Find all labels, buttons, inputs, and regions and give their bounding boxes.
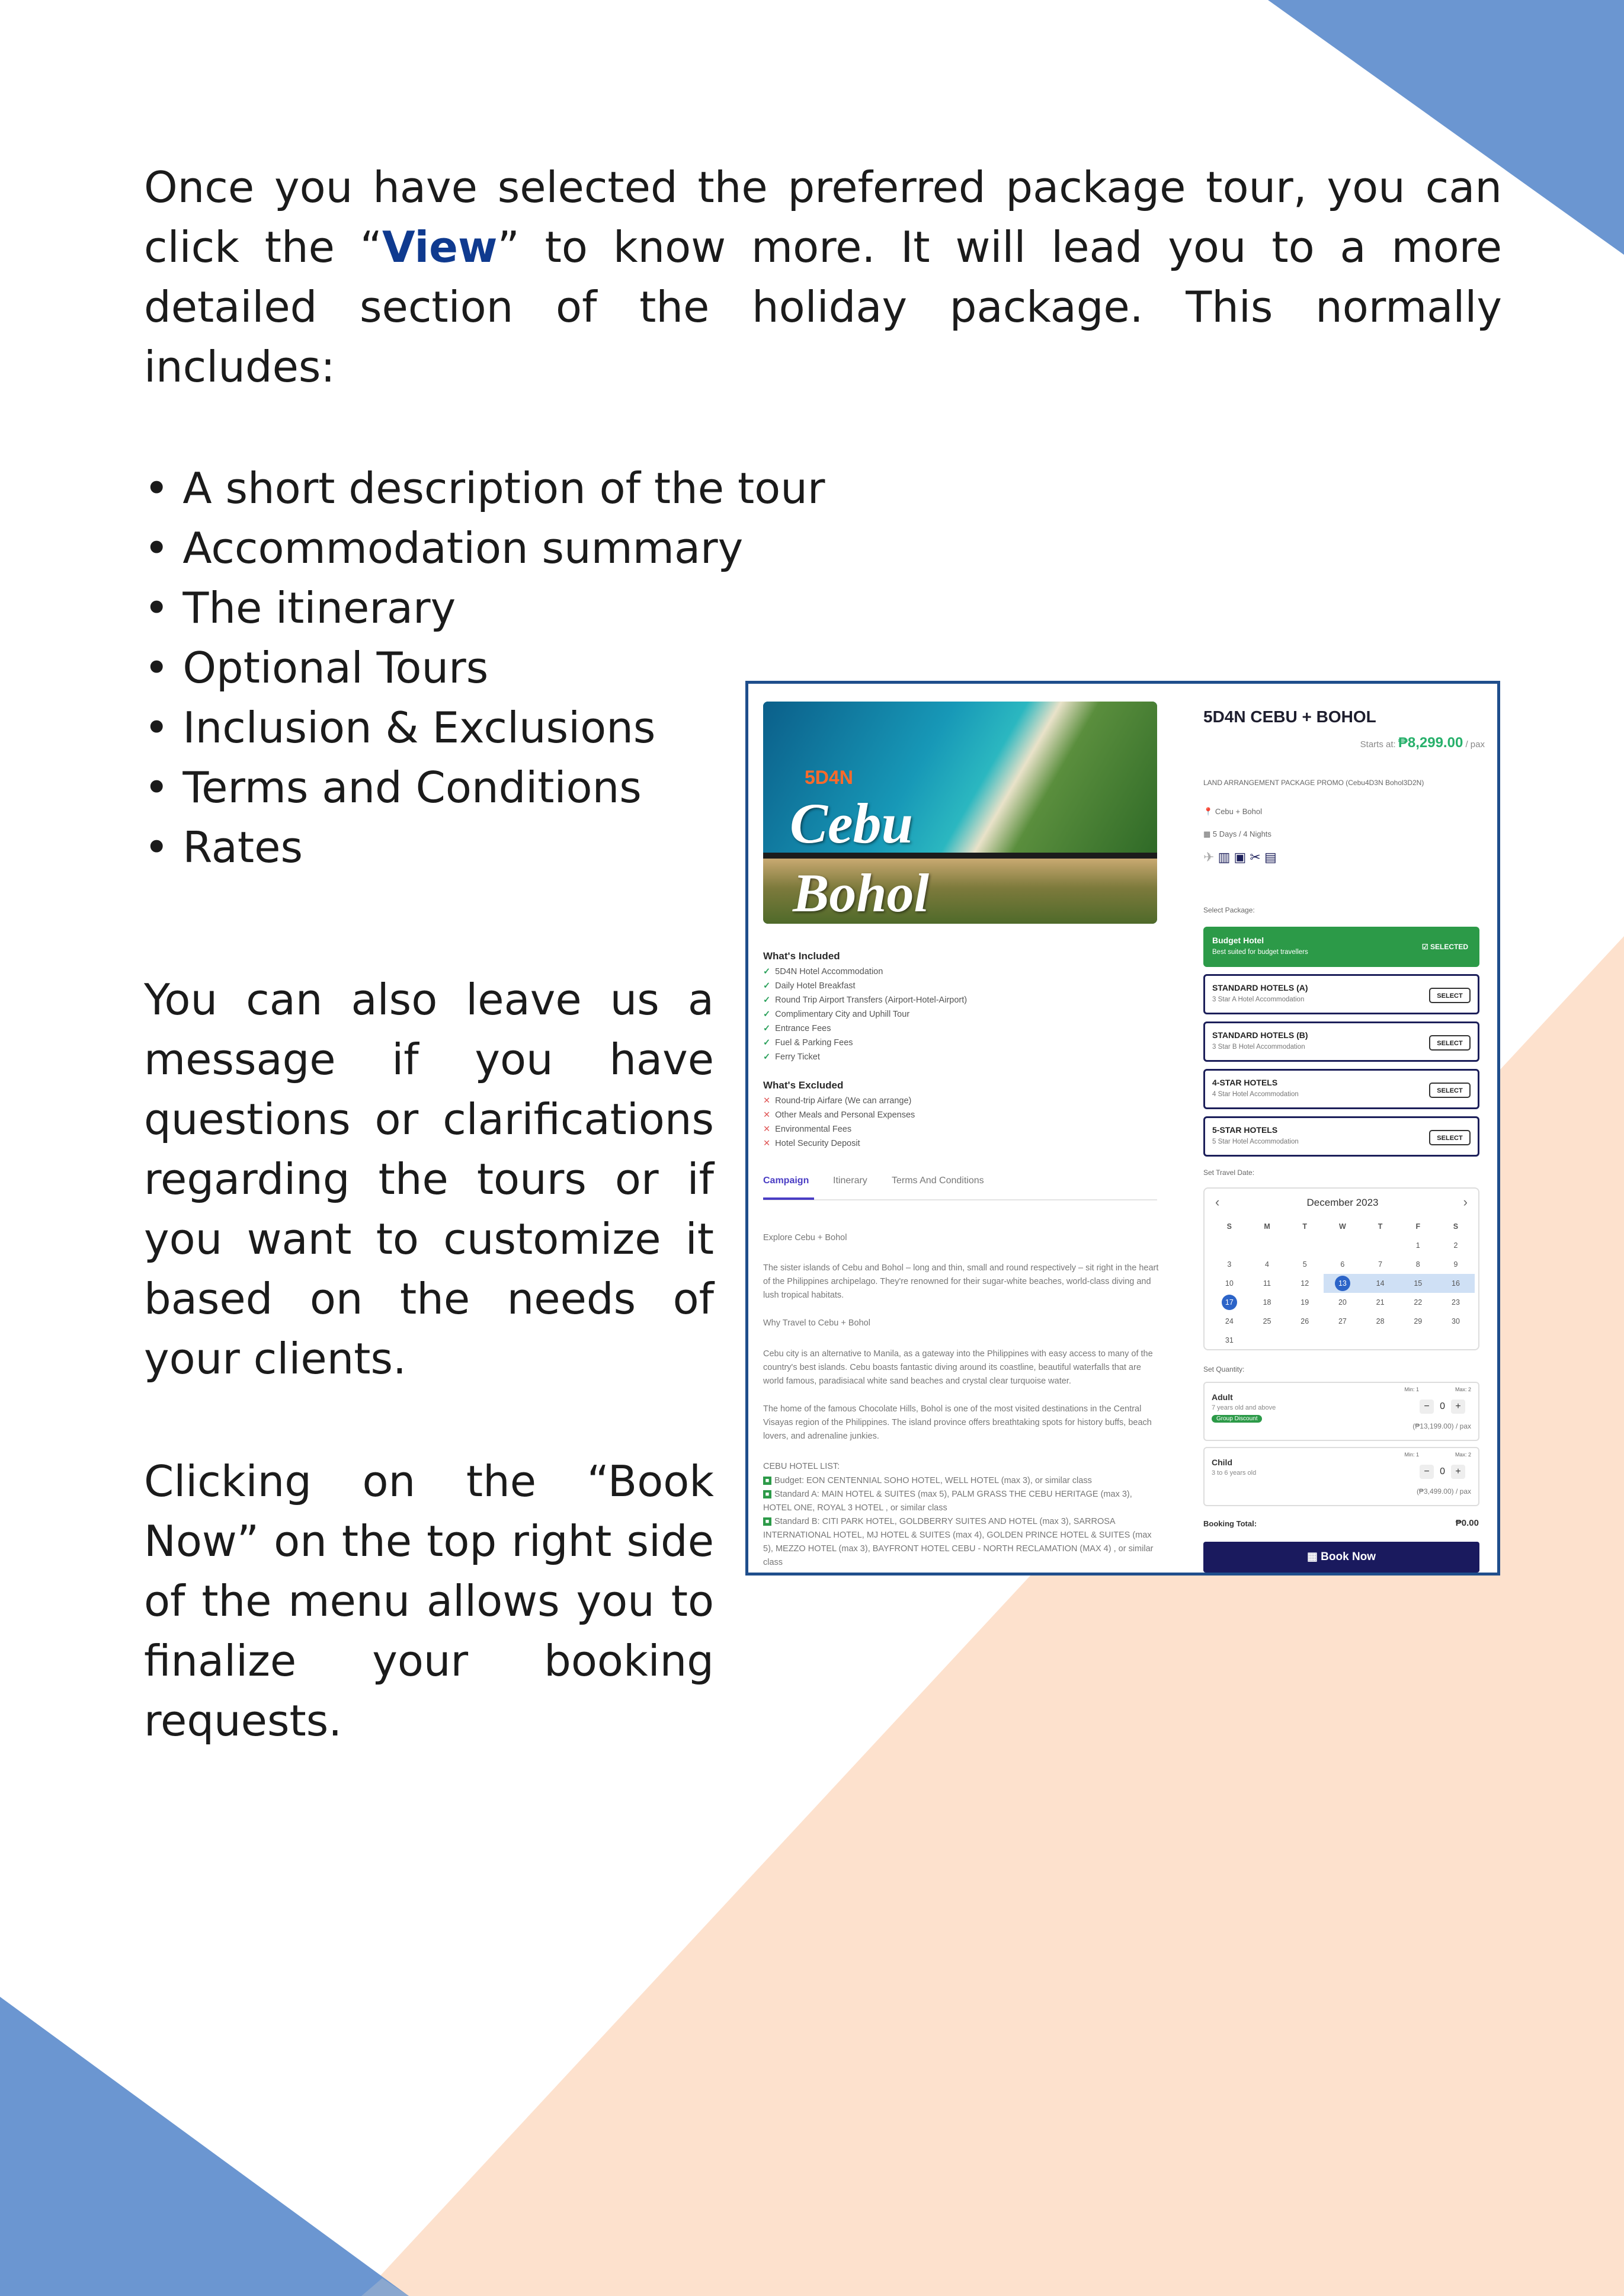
cross-icon: ✕ <box>763 1125 771 1134</box>
package-option-4-star[interactable]: 4-STAR HOTELS 4 Star Hotel Accommodation SELECT <box>1203 1069 1479 1109</box>
calendar-day[interactable]: 18 <box>1263 1298 1271 1306</box>
calendar-day[interactable]: 13 <box>1324 1274 1362 1293</box>
calendar-day[interactable]: 4 <box>1265 1260 1269 1269</box>
select-button[interactable]: SELECT <box>1429 1083 1471 1098</box>
calendar-empty <box>1248 1236 1286 1255</box>
check-icon: ✓ <box>763 995 771 1005</box>
calendar-empty <box>1324 1331 1362 1350</box>
minus-button[interactable]: − <box>1420 1465 1434 1479</box>
quantity-stepper: − 0 + <box>1414 1400 1471 1414</box>
hotel-icon: ■ <box>763 1517 771 1526</box>
calendar-day[interactable]: 24 <box>1225 1317 1234 1325</box>
check-icon: ☑ <box>1421 943 1428 951</box>
weekday-label: F <box>1415 1222 1421 1231</box>
select-package-label: Select Package: <box>1203 906 1255 914</box>
calendar-day[interactable]: 11 <box>1263 1279 1271 1288</box>
list-item: • Optional Tours <box>144 643 489 693</box>
calendar-day[interactable]: 17 <box>1210 1293 1248 1312</box>
calendar-empty <box>1362 1331 1399 1350</box>
select-button[interactable]: SELECT <box>1429 988 1471 1003</box>
list-item: ✕ Environmental Fees <box>763 1125 852 1134</box>
calendar-day[interactable]: 5 <box>1302 1260 1307 1269</box>
check-icon: ✓ <box>763 1038 771 1048</box>
booking-total-label: Booking Total: <box>1203 1519 1257 1528</box>
selected-badge: ☑ SELECTED <box>1421 943 1468 951</box>
travel-date-label: Set Travel Date: <box>1203 1168 1255 1177</box>
hero-tag: 5D4N <box>805 767 853 788</box>
calendar-day[interactable]: 6 <box>1340 1260 1345 1269</box>
calendar-day[interactable]: 12 <box>1301 1279 1309 1288</box>
location-pin-icon: 📍 <box>1203 807 1213 816</box>
calendar-day[interactable]: 23 <box>1452 1298 1460 1306</box>
calendar-icon: ▦ <box>1306 1551 1318 1563</box>
hotel-icon: ■ <box>763 1490 771 1498</box>
hotel-line: ■ Budget: EON CENTENNIAL SOHO HOTEL, WELL HOTEL (max 3), or similar class <box>763 1474 1160 1488</box>
package-option-standard-a[interactable]: STANDARD HOTELS (A) 3 Star A Hotel Accommodation SELECT <box>1203 974 1479 1014</box>
calendar-week-row <box>1210 1312 1475 1331</box>
intro-text-before: Once you have selected the preferred package tour, you can click the “ <box>144 162 1502 272</box>
check-icon: ✓ <box>763 1024 771 1033</box>
booking-total-value: ₱0.00 <box>1455 1518 1479 1528</box>
check-icon: ✓ <box>763 981 771 991</box>
calendar-day[interactable]: 30 <box>1452 1317 1460 1325</box>
calendar-day[interactable]: 29 <box>1414 1317 1423 1325</box>
quantity-label: Set Quantity: <box>1203 1365 1245 1373</box>
intro-paragraph <box>144 158 1502 397</box>
calendar-day[interactable]: 21 <box>1376 1298 1385 1306</box>
calendar-day[interactable]: 2 <box>1453 1241 1458 1250</box>
calendar-day[interactable]: 14 <box>1362 1274 1399 1293</box>
calendar-day[interactable]: 27 <box>1338 1317 1347 1325</box>
calendar-week-row <box>1210 1274 1475 1293</box>
calendar-day[interactable]: 31 <box>1225 1336 1234 1344</box>
promo-code: LAND ARRANGEMENT PACKAGE PROMO (Cebu4D3N Bohol3D2N) <box>1203 779 1424 787</box>
calendar-day[interactable]: 20 <box>1338 1298 1347 1306</box>
package-option-5-star[interactable]: 5-STAR HOTELS 5 Star Hotel Accommodation SELECT <box>1203 1116 1479 1157</box>
amenity-icons <box>1203 850 1277 865</box>
weekday-label: M <box>1264 1222 1270 1231</box>
location: 📍 Cebu + Bohol <box>1203 807 1262 816</box>
calendar-empty <box>1286 1236 1324 1255</box>
why-text-2: The home of the famous Chocolate Hills, Bohol is one of the most visited destinations in the Central Visayas region of the Philippines. The island province offers breathtaking spots for history buffs, beach lovers, and adrenaline junkies. <box>763 1404 1152 1441</box>
list-item: ✕ Round-trip Airfare (We can arrange) <box>763 1096 912 1106</box>
excluded-title: What's Excluded <box>763 1080 844 1091</box>
detail-tabs <box>763 1176 1157 1200</box>
why-heading: Why Travel to Cebu + Bohol <box>763 1318 870 1328</box>
travel-date-calendar <box>1203 1187 1479 1350</box>
hotel-icon: ▥ <box>1218 850 1231 864</box>
adult-quantity: Adult 7 years old and above Group Discount Min: 1 Max: 2 − 0 + (₱13,199.00) / pax <box>1203 1382 1479 1441</box>
bus-icon: ▣ <box>1234 850 1247 864</box>
cross-icon: ✕ <box>763 1110 771 1120</box>
calendar-empty <box>1210 1236 1248 1255</box>
max-label: Max: 2 <box>1455 1386 1471 1392</box>
hotel-line: ■ Standard A: MAIN HOTEL & SUITES (max 5), PALM GRASS THE CEBU HERITAGE (max 3), HOTEL ONE, ROYAL 3 HOTEL , or similar class <box>763 1490 1132 1513</box>
booking-paragraph: Clicking on the “Book Now” on the top right side of the menu allows you to finalize your booking requests. <box>144 1456 714 1746</box>
package-price: ₱8,299.00 <box>1398 735 1463 751</box>
view-keyword: View <box>382 222 498 272</box>
list-item: ✓ Ferry Ticket <box>763 1052 820 1062</box>
quantity-stepper: − 0 + <box>1414 1465 1471 1479</box>
hero-image <box>763 702 1157 924</box>
explore-text: The sister islands of Cebu and Bohol – long and thin, small and round respectively – sit right in the heart of the Philippines archipelago. They're renowned for their sugar-white beaches, world-class diving and lush tropical habitats. <box>763 1263 1159 1300</box>
plus-button[interactable]: + <box>1451 1400 1465 1414</box>
calendar-day[interactable]: 1 <box>1415 1241 1420 1250</box>
intro-text-after: ” to know more. It will lead you to a more detailed section of the holiday package. This normally includes: <box>144 222 1502 392</box>
bottom-left-blue-triangle <box>0 1997 409 2296</box>
calendar-day[interactable]: 16 <box>1437 1274 1475 1293</box>
weekday-label: W <box>1339 1222 1346 1231</box>
list-item: ✓ Fuel & Parking Fees <box>763 1038 853 1048</box>
tab-campaign[interactable]: Campaign <box>763 1176 809 1186</box>
calendar-empty <box>1324 1236 1362 1255</box>
calendar-empty <box>1248 1331 1286 1350</box>
why-text: Cebu city is an alternative to Manila, as a gateway into the Philippines with easy access to many of the country's best islands. Cebu boasts fantastic diving around its coastline, beautiful waterfalls that are world famous, paradisiacal white sand beaches and crystal clear turquoise water. <box>763 1349 1153 1386</box>
weekday-label: T <box>1302 1222 1308 1231</box>
list-item: • A short description of the tour <box>144 463 825 513</box>
min-label: Min: 1 <box>1404 1386 1419 1392</box>
calendar-month: December 2023 <box>1306 1197 1379 1208</box>
chevron-right-icon[interactable]: › <box>1463 1195 1468 1209</box>
weekday-label: S <box>1453 1222 1459 1231</box>
calendar-weekday-row <box>1210 1217 1475 1236</box>
chevron-left-icon[interactable]: ‹ <box>1215 1195 1220 1209</box>
calendar-day[interactable]: 3 <box>1227 1260 1232 1269</box>
calendar-week-row <box>1210 1293 1475 1312</box>
meal-icon: ✂ <box>1250 850 1261 864</box>
calendar-day[interactable]: 25 <box>1263 1317 1271 1325</box>
list-item: • Accommodation summary <box>144 523 744 573</box>
calendar-empty <box>1286 1331 1324 1350</box>
check-icon: ✓ <box>763 1010 771 1019</box>
explore-heading: Explore Cebu + Bohol <box>763 1233 847 1243</box>
list-item: • Inclusion & Exclusions <box>144 703 656 752</box>
min-label: Min: 1 <box>1404 1452 1419 1458</box>
calendar-week-row <box>1210 1236 1475 1255</box>
calendar-empty <box>1362 1236 1399 1255</box>
calendar-day[interactable]: 15 <box>1399 1274 1437 1293</box>
calendar-grid <box>1210 1217 1475 1350</box>
hero-city2: Bohol <box>793 863 930 923</box>
select-button[interactable]: SELECT <box>1429 1130 1471 1145</box>
weekday-label: T <box>1378 1222 1383 1231</box>
price-row: Starts at: ₱8,299.00 / pax <box>1360 735 1485 751</box>
list-item: ✓ Entrance Fees <box>763 1024 831 1033</box>
calendar-day[interactable]: 19 <box>1301 1298 1309 1306</box>
ticket-icon: ▤ <box>1264 850 1277 864</box>
book-now-button[interactable]: ▦ Book Now <box>1203 1542 1479 1573</box>
calendar-day[interactable]: 10 <box>1225 1279 1234 1288</box>
hotel-list <box>763 1474 1160 1570</box>
hotel-list-heading: CEBU HOTEL LIST: <box>763 1462 840 1471</box>
calendar-icon: ▦ <box>1203 830 1211 838</box>
calendar-day[interactable]: 26 <box>1301 1317 1309 1325</box>
group-discount-badge: Group Discount <box>1212 1415 1262 1423</box>
check-icon: ✓ <box>763 1052 771 1062</box>
select-button[interactable]: SELECT <box>1429 1035 1471 1051</box>
list-item: • Terms and Conditions <box>144 763 642 812</box>
excluded-list <box>763 1094 915 1151</box>
duration: ▦ 5 Days / 4 Nights <box>1203 830 1271 838</box>
weekday-label: S <box>1226 1222 1232 1231</box>
hotel-line: ■ Standard B: CITI PARK HOTEL, GOLDBERRY SUITES AND HOTEL (max 3), SARROSA INTERNATIONAL HOTEL, MJ HOTEL & SUITES (max 4), GOLDEN PRINCE HOTEL & SUITES (max 5), MEZZO HOTEL (max 3), BAYFRONT HOTEL CEBU - NORTH RECLAMATION (MAX 4) , or similar class <box>763 1517 1154 1567</box>
plus-button[interactable]: + <box>1451 1465 1465 1479</box>
minus-button[interactable]: − <box>1420 1400 1434 1414</box>
calendar-empty <box>1437 1331 1475 1350</box>
list-item: ✓ Round Trip Airport Transfers (Airport-Hotel-Airport) <box>763 995 968 1005</box>
calendar-day[interactable]: 9 <box>1453 1260 1458 1269</box>
calendar-day[interactable]: 7 <box>1378 1260 1383 1269</box>
list-item: ✕ Hotel Security Deposit <box>763 1139 860 1148</box>
calendar-empty <box>1399 1331 1437 1350</box>
calendar-day[interactable]: 22 <box>1414 1298 1423 1306</box>
plane-icon: ✈ <box>1203 850 1215 864</box>
active-tab-indicator <box>763 1197 814 1200</box>
included-list <box>763 965 967 1064</box>
calendar-week-row <box>1210 1255 1475 1274</box>
calendar-day[interactable]: 28 <box>1376 1317 1385 1325</box>
list-item: • Rates <box>144 822 303 872</box>
list-item: ✓ Daily Hotel Breakfast <box>763 981 856 991</box>
tab-terms[interactable]: Terms And Conditions <box>892 1176 984 1186</box>
package-option-standard-b[interactable]: STANDARD HOTELS (B) 3 Star B Hotel Accommodation SELECT <box>1203 1021 1479 1062</box>
check-icon: ✓ <box>763 967 771 976</box>
cross-icon: ✕ <box>763 1096 771 1106</box>
cross-icon: ✕ <box>763 1139 771 1148</box>
included-title: What's Included <box>763 950 840 962</box>
package-detail-screenshot <box>745 681 1500 1576</box>
list-item: ✓ Complimentary City and Uphill Tour <box>763 1010 910 1019</box>
calendar-day[interactable]: 8 <box>1415 1260 1420 1269</box>
list-item: ✕ Other Meals and Personal Expenses <box>763 1110 915 1120</box>
child-quantity: Child 3 to 6 years old Min: 1 Max: 2 − 0 + (₱3,499.00) / pax <box>1203 1447 1479 1506</box>
list-item: ✓ 5D4N Hotel Accommodation <box>763 967 883 976</box>
tab-itinerary[interactable]: Itinerary <box>833 1176 867 1186</box>
list-item: • The itinerary <box>144 583 456 633</box>
package-option-budget[interactable]: Budget Hotel Best suited for budget travellers ☑ SELECTED <box>1203 927 1479 967</box>
max-label: Max: 2 <box>1455 1452 1471 1458</box>
hero-city1: Cebu <box>790 792 914 855</box>
message-paragraph: You can also leave us a message if you have questions or clarifications regarding the tours or if you want to customize it based on the needs of your clients. <box>144 975 714 1384</box>
hotel-icon: ■ <box>763 1477 771 1485</box>
package-title: 5D4N CEBU + BOHOL <box>1203 707 1376 726</box>
calendar-week-row <box>1210 1331 1475 1350</box>
